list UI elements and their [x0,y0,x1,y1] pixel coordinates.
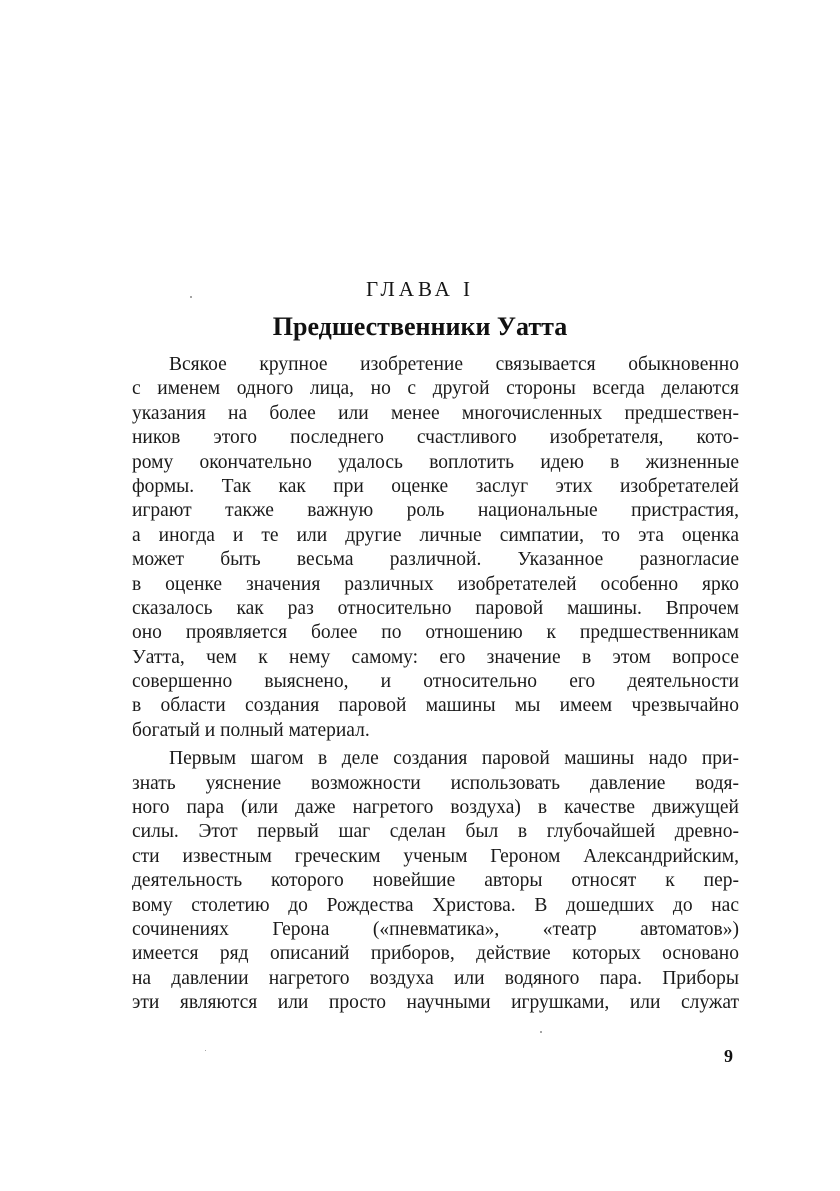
text-line: Уатта, чем к нему самому: его значение в этом вопросе [132,646,739,668]
text-line: ников этого последнего счастливого изобретателя, кото- [132,427,739,449]
text-line: силы. Этот первый шаг сделан был в глубочайшей древно- [132,821,739,843]
text-line: в оценке значения различных изобретателей особенно ярко [132,573,739,595]
paper-speck [205,1050,206,1051]
page-number: 9 [724,1046,733,1066]
text-line: сказалось как раз относительно паровой машины. Впрочем [132,597,739,619]
chapter-label: ГЛАВА I [365,277,475,301]
text-line: указания на более или менее многочисленных предшествен- [132,402,739,424]
text-line: играют также важную роль национальные пристрастия, [132,500,739,522]
text-line: может быть весьма различной. Указанное разногласие [132,549,739,571]
text-line: знать уяснение возможности использовать давление водя- [132,772,739,794]
text-line: а иногда и те или другие личные симпатии, то эта оценка [132,524,739,546]
paper-speck [190,296,192,298]
paragraph-2 [132,747,739,1015]
text-line: на давлении нагретого воздуха или водяного пара. Приборы [132,967,739,989]
paper-speck [540,1031,542,1033]
text-line: вому столетию до Рождества Христова. В дошедших до нас [132,894,739,916]
text-line: Всякое крупное изобретение связывается обыкновенно [169,354,739,375]
text-line: Первым шагом в деле создания паровой машины надо при- [169,748,739,770]
text-line: деятельность которого новейшие авторы относят к пер- [132,870,739,892]
text-line: рому окончательно удалось воплотить идею в жизненные [132,451,739,473]
text-line: ного пара (или даже нагретого воздуха) в качестве движущей [132,797,739,819]
text-line: в области создания паровой машины мы имеем чрезвычайно [132,695,739,717]
text-line: богатый и полный материал. [132,719,370,741]
text-line: формы. Так как при оценке заслуг этих изобретателей [132,475,739,497]
text-line: совершенно выяснено, и относительно его деятельности [132,671,739,693]
chapter-title: Предшественники Уатта [272,312,568,341]
text-line: сочинениях Герона («пневматика», «театр автоматов») [132,918,739,940]
body-text [132,353,739,1016]
text-line: сти известным греческим ученым Героном Александрийским, [132,845,739,867]
text-line: имеется ряд описаний приборов, действие которых основано [132,943,739,965]
text-line: оно проявляется более по отношению к предшественникам [132,622,739,644]
text-line: с именем одного лица, но с другой стороны всегда делаются [132,378,739,400]
paragraph-1 [132,353,739,743]
text-line: эти являются или просто научными игрушками, или служат [132,992,739,1014]
